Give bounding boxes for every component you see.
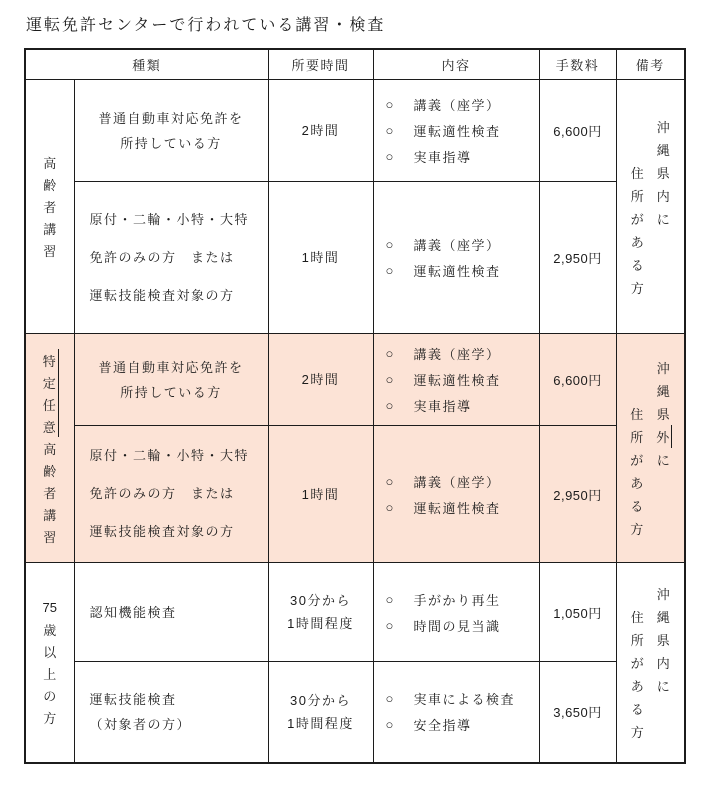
remarks-char: に bbox=[656, 453, 670, 468]
category-char: 任 bbox=[41, 393, 59, 415]
description-line: 所持している方 bbox=[120, 135, 222, 151]
circle-bullet-icon: ○ bbox=[385, 123, 395, 138]
category-char: 習 bbox=[43, 529, 57, 545]
remarks-char: る bbox=[630, 257, 644, 273]
description-line: 所持している方 bbox=[120, 384, 222, 400]
category-char: 講 bbox=[43, 222, 57, 237]
content-item bbox=[386, 367, 539, 393]
category-char: 特 bbox=[41, 349, 59, 371]
content-item-text: 実車指導 bbox=[413, 399, 472, 414]
remarks-vertical-text bbox=[617, 582, 685, 743]
content-item-text: 講義（座学） bbox=[413, 347, 501, 362]
remarks-char: 沖 bbox=[656, 361, 670, 376]
category-char: 習 bbox=[43, 244, 57, 259]
category-char: 高 bbox=[43, 156, 57, 171]
circle-bullet-icon: ○ bbox=[385, 691, 395, 707]
content-item-text: 手がかり再生 bbox=[413, 592, 501, 608]
content-cell bbox=[373, 563, 539, 662]
content-item bbox=[386, 494, 539, 520]
duration-line: 30分から bbox=[290, 692, 351, 708]
remarks-char: が bbox=[630, 453, 644, 468]
duration-cell bbox=[268, 662, 373, 763]
content-item bbox=[386, 258, 539, 284]
remarks-char: 縄 bbox=[656, 384, 670, 399]
header-type: 種類 bbox=[25, 49, 268, 80]
fee-cell: 6,600円 bbox=[539, 334, 616, 426]
remarks-char: 住 bbox=[630, 165, 644, 181]
fee-cell: 2,950円 bbox=[539, 426, 616, 563]
content-item bbox=[386, 118, 539, 144]
page-title: 運転免許センターで行われている講習・検査 bbox=[26, 17, 386, 34]
course-row-s2-1 bbox=[25, 334, 685, 426]
content-item-text: 講義（座学） bbox=[413, 98, 501, 113]
remarks-col-left bbox=[628, 402, 645, 540]
header-remarks: 備考 bbox=[616, 49, 685, 80]
content-item-text: 運転適性検査 bbox=[413, 264, 501, 279]
duration-cell bbox=[268, 182, 373, 334]
content-item-text: 運転適性検査 bbox=[413, 500, 501, 516]
description-cell bbox=[74, 426, 268, 563]
content-item-text: 時間の見当識 bbox=[413, 618, 501, 634]
circle-bullet-icon: ○ bbox=[385, 617, 395, 633]
circle-bullet-icon: ○ bbox=[385, 237, 395, 252]
remarks-cell bbox=[616, 80, 685, 334]
description-line: 普通自動車対応免許を bbox=[98, 359, 244, 375]
header-duration: 所要時間 bbox=[268, 49, 373, 80]
duration-cell bbox=[268, 563, 373, 662]
category-vertical-text bbox=[26, 152, 74, 262]
description-line: 原付・二輪・小特・大特 bbox=[89, 448, 250, 463]
description-line: 運転技能検査対象の方 bbox=[89, 524, 235, 539]
remarks-char: 住 bbox=[630, 407, 644, 422]
duration-line: 30分から bbox=[290, 593, 351, 608]
description-cell bbox=[74, 182, 268, 334]
content-item bbox=[386, 586, 539, 612]
content-item-text: 実車指導 bbox=[413, 150, 472, 165]
header-content: 内容 bbox=[373, 49, 539, 80]
circle-bullet-icon: ○ bbox=[385, 149, 395, 164]
remarks-char: 所 bbox=[630, 188, 644, 204]
content-cell bbox=[373, 80, 539, 182]
circle-bullet-icon: ○ bbox=[385, 499, 395, 515]
content-item-text: 実車による検査 bbox=[413, 692, 516, 708]
category-vertical-text bbox=[26, 596, 74, 728]
remarks-char: に bbox=[656, 678, 670, 694]
remarks-vertical-text bbox=[617, 356, 685, 540]
content-item bbox=[386, 612, 539, 638]
remarks-cell bbox=[616, 563, 685, 763]
content-item-text: 講義（座学） bbox=[413, 238, 501, 253]
course-row-s3-2 bbox=[25, 662, 685, 763]
category-char: 以 bbox=[43, 644, 57, 660]
course-row-s2-2 bbox=[25, 426, 685, 563]
course-row-s3-1 bbox=[25, 563, 685, 662]
remarks-char: 所 bbox=[630, 430, 644, 445]
course-row-s1-1 bbox=[25, 80, 685, 182]
fee-cell: 1,050円 bbox=[539, 563, 616, 662]
category-char: 方 bbox=[43, 710, 57, 726]
duration-cell bbox=[268, 334, 373, 426]
category-char: 齢 bbox=[43, 463, 57, 479]
duration-line: 1時間 bbox=[301, 250, 340, 265]
description-line: 運転技能検査 bbox=[89, 691, 177, 707]
course-table bbox=[24, 48, 686, 764]
remarks-char: 沖 bbox=[656, 586, 670, 602]
description-line: 認知機能検査 bbox=[89, 604, 177, 620]
circle-bullet-icon: ○ bbox=[385, 398, 395, 413]
remarks-char: 内 bbox=[656, 655, 670, 671]
remarks-char: 縄 bbox=[656, 609, 670, 625]
remarks-char: 外 bbox=[654, 425, 672, 448]
fee-cell: 6,600円 bbox=[539, 80, 616, 182]
circle-bullet-icon: ○ bbox=[385, 346, 395, 361]
remarks-col-right bbox=[655, 115, 672, 299]
duration-cell bbox=[268, 80, 373, 182]
duration-cell bbox=[268, 426, 373, 563]
duration-line: 1時間 bbox=[301, 486, 340, 502]
remarks-char: あ bbox=[630, 678, 644, 694]
remarks-char: 縄 bbox=[656, 142, 670, 158]
category-char: 者 bbox=[43, 200, 57, 215]
remarks-char: 内 bbox=[656, 188, 670, 204]
category-char: 75 bbox=[42, 599, 57, 615]
circle-bullet-icon: ○ bbox=[385, 372, 395, 387]
remarks-col-left bbox=[629, 161, 646, 299]
remarks-col-right bbox=[655, 582, 672, 743]
remarks-col-left bbox=[629, 605, 646, 743]
category-char: 齢 bbox=[43, 178, 57, 193]
fee-cell: 2,950円 bbox=[539, 182, 616, 334]
content-item bbox=[386, 92, 539, 118]
category-cell bbox=[25, 80, 74, 334]
content-item-text: 安全指導 bbox=[413, 718, 472, 734]
description-cell bbox=[74, 80, 268, 182]
content-cell bbox=[373, 182, 539, 334]
content-cell bbox=[373, 662, 539, 763]
content-item bbox=[386, 712, 539, 738]
circle-bullet-icon: ○ bbox=[385, 591, 395, 607]
remarks-char: に bbox=[656, 211, 670, 227]
duration-line: 1時間程度 bbox=[287, 715, 354, 731]
category-char: 意 bbox=[41, 415, 59, 437]
content-item-text: 講義（座学） bbox=[413, 474, 501, 490]
content-item bbox=[386, 144, 539, 170]
remarks-char: る bbox=[630, 499, 644, 514]
duration-line: 2時間 bbox=[301, 123, 340, 138]
circle-bullet-icon: ○ bbox=[385, 473, 395, 489]
header-row bbox=[25, 49, 685, 80]
category-char: 定 bbox=[41, 371, 59, 393]
course-row-s1-2 bbox=[25, 182, 685, 334]
content-item bbox=[386, 468, 539, 494]
description-line: 免許のみの方 または bbox=[89, 486, 235, 501]
category-cell bbox=[25, 334, 74, 563]
category-char: 上 bbox=[43, 666, 57, 682]
category-char: 高 bbox=[43, 441, 57, 457]
remarks-char: 県 bbox=[656, 407, 670, 422]
header-fee: 手数料 bbox=[539, 49, 616, 80]
content-cell bbox=[373, 426, 539, 563]
content-item bbox=[386, 686, 539, 712]
remarks-char: が bbox=[630, 211, 644, 227]
content-item-text: 運転適性検査 bbox=[413, 373, 501, 388]
content-item bbox=[386, 341, 539, 367]
circle-bullet-icon: ○ bbox=[385, 263, 395, 278]
remarks-char: 沖 bbox=[656, 119, 670, 135]
remarks-char: 住 bbox=[630, 609, 644, 625]
content-item-text: 運転適性検査 bbox=[413, 124, 501, 139]
fee-cell: 3,650円 bbox=[539, 662, 616, 763]
remarks-char: 所 bbox=[630, 632, 644, 648]
category-cell bbox=[25, 563, 74, 763]
duration-line: 2時間 bbox=[301, 372, 340, 387]
remarks-char: 方 bbox=[630, 280, 644, 296]
category-char: の bbox=[43, 688, 57, 704]
content-cell bbox=[373, 334, 539, 426]
category-char: 者 bbox=[43, 485, 57, 501]
description-line: （対象者の方） bbox=[89, 716, 192, 732]
remarks-cell bbox=[616, 334, 685, 563]
content-item bbox=[386, 232, 539, 258]
remarks-char: 県 bbox=[656, 165, 670, 181]
category-char: 歳 bbox=[43, 622, 57, 638]
remarks-char: が bbox=[630, 655, 644, 671]
remarks-char: 方 bbox=[630, 724, 644, 740]
description-line: 運転技能検査対象の方 bbox=[89, 287, 235, 303]
remarks-char: あ bbox=[630, 234, 644, 250]
remarks-vertical-text bbox=[617, 115, 685, 299]
content-item bbox=[386, 393, 539, 419]
remarks-char: 県 bbox=[656, 632, 670, 648]
description-line: 普通自動車対応免許を bbox=[98, 110, 244, 126]
circle-bullet-icon: ○ bbox=[385, 717, 395, 733]
duration-line: 1時間程度 bbox=[287, 616, 354, 631]
description-line: 原付・二輪・小特・大特 bbox=[89, 211, 250, 227]
description-cell bbox=[74, 334, 268, 426]
remarks-char: あ bbox=[630, 476, 644, 491]
description-cell bbox=[74, 662, 268, 763]
description-cell bbox=[74, 563, 268, 662]
remarks-col-right bbox=[654, 356, 672, 540]
category-char: 講 bbox=[43, 507, 57, 523]
remarks-char: 方 bbox=[630, 522, 644, 537]
remarks-char: る bbox=[630, 701, 644, 717]
category-vertical-text bbox=[26, 349, 74, 547]
circle-bullet-icon: ○ bbox=[385, 97, 395, 112]
description-line: 免許のみの方 または bbox=[89, 249, 235, 265]
